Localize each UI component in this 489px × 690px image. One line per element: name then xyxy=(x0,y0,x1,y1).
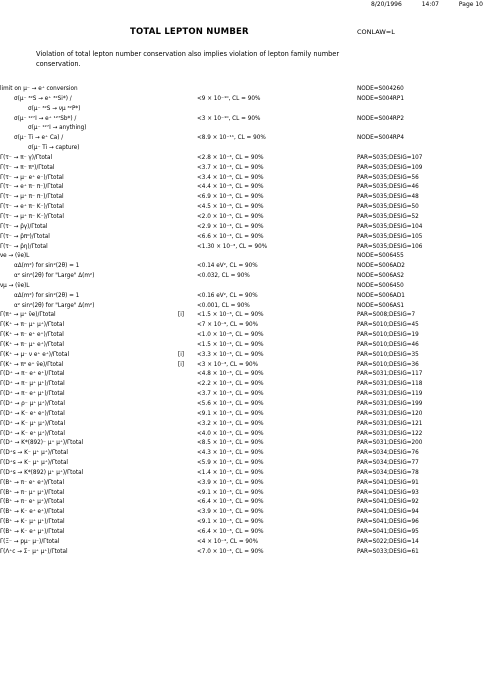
row-label: Γ(K⁺ → π⁻ μ⁺ e⁺)/Γtotal xyxy=(0,341,64,348)
row-node: PAR=S035;DESIG=52 xyxy=(357,213,419,220)
row-limit: <2.0 × 10⁻⁵, CL = 90% xyxy=(197,213,264,220)
row-limit: <9.1 × 10⁻³, CL = 90% xyxy=(197,489,264,496)
table-row xyxy=(0,164,489,174)
row-label: Γ(Λ⁺c → Σ⁻ μ⁺ μ⁺)/Γtotal xyxy=(0,548,68,555)
row-limit: <6.4 × 10⁻³, CL = 90% xyxy=(197,528,264,535)
row-limit: <3 × 10⁻¹⁰, CL = 90% xyxy=(197,115,261,122)
table-row xyxy=(0,292,489,302)
header-page: Page 10 xyxy=(458,1,483,8)
table-row xyxy=(0,115,489,125)
row-limit: <8.9 × 10⁻¹¹, CL = 90% xyxy=(197,135,266,142)
row-label: Γ(τ⁻ → p̄η)/Γtotal xyxy=(0,243,48,250)
row-node: NODE=S004260 xyxy=(357,86,404,92)
table-row xyxy=(0,508,489,518)
row-label: σ(μ⁻ Ti → capture) xyxy=(28,145,80,152)
row-node: PAR=S034;DESIG=77 xyxy=(357,460,419,467)
row-limit: <8.5 × 10⁻⁴, CL = 90% xyxy=(197,440,264,447)
row-node: PAR=S041;DESIG=93 xyxy=(357,489,419,496)
table-row xyxy=(0,193,489,203)
table-row xyxy=(0,144,489,154)
table-row xyxy=(0,439,489,449)
row-label: Γ(D⁺ → K⁻ e⁺ μ⁺)/Γtotal xyxy=(0,430,65,437)
row-node: PAR=S031;DESIG=117 xyxy=(357,371,423,378)
row-node: PAR=S041;DESIG=91 xyxy=(357,479,419,486)
row-label: Γ(Ξ⁻ → pμ⁻ μ⁻)/Γtotal xyxy=(0,538,60,545)
row-flag: [i] xyxy=(178,351,185,358)
table-row xyxy=(0,420,489,430)
limits-table xyxy=(0,85,489,558)
row-limit: <2.8 × 10⁻⁴, CL = 90% xyxy=(197,154,264,161)
row-node: PAR=S010;DESIG=36 xyxy=(357,361,419,368)
table-row xyxy=(0,518,489,528)
row-node: NODE=S006455 xyxy=(357,253,404,260)
row-limit: <1.5 × 10⁻³, CL = 90% xyxy=(197,312,264,319)
row-limit: <9.1 × 10⁻³, CL = 90% xyxy=(197,410,264,417)
row-limit: <2.2 × 10⁻⁴, CL = 90% xyxy=(197,381,264,388)
row-label: Γ(D⁺s → K*(892) μ⁺ μ⁺)/Γtotal xyxy=(0,469,84,476)
row-limit: <4.5 × 10⁻⁶, CL = 90% xyxy=(197,204,264,211)
row-label: Γ(B⁺ → π⁻ e⁺ μ⁺)/Γtotal xyxy=(0,499,65,506)
table-row xyxy=(0,341,489,351)
row-label: Γ(τ⁻ → p̄π⁰)/Γtotal xyxy=(0,233,50,240)
row-limit: <6.6 × 10⁻⁴, CL = 90% xyxy=(197,233,264,240)
table-row xyxy=(0,302,489,312)
row-flag: [i] xyxy=(178,361,185,368)
row-node: PAR=S035;DESIG=104 xyxy=(357,223,423,230)
table-row xyxy=(0,311,489,321)
table-row xyxy=(0,85,489,95)
table-row xyxy=(0,449,489,459)
row-limit: <4.0 × 10⁻³, CL = 90% xyxy=(197,430,264,437)
row-node: PAR=S010;DESIG=35 xyxy=(357,351,419,358)
row-label: νe → (ν̄e)L xyxy=(0,253,30,260)
row-limit: <3.9 × 10⁻³, CL = 90% xyxy=(197,479,264,486)
row-node: PAR=S010;DESIG=19 xyxy=(357,332,419,339)
row-node: PAR=S031;DESIG=121 xyxy=(357,420,423,427)
row-limit: <0.032, CL = 90% xyxy=(197,273,250,280)
table-row xyxy=(0,154,489,164)
row-label: Γ(K⁺ → π⁻ μ⁺ μ⁺)/Γtotal xyxy=(0,322,65,329)
row-limit: <9 × 10⁻¹⁰, CL = 90% xyxy=(197,95,261,102)
table-row xyxy=(0,95,489,105)
row-node: PAR=S035;DESIG=48 xyxy=(357,194,419,201)
table-row xyxy=(0,105,489,115)
table-row xyxy=(0,489,489,499)
conlaw-code: CONLAW=L xyxy=(357,28,395,36)
row-limit: <3.7 × 10⁻⁴, CL = 90% xyxy=(197,164,264,171)
intro-paragraph: Violation of total lepton number conservation also implies violation of lepton family number conservation. xyxy=(36,50,340,68)
table-row xyxy=(0,361,489,371)
row-label: Γ(D⁺ → K⁻ e⁺ e⁺)/Γtotal xyxy=(0,410,65,417)
row-limit: <4.4 × 10⁻⁶, CL = 90% xyxy=(197,184,264,191)
row-node: PAR=S031;DESIG=119 xyxy=(357,391,423,398)
row-label: Γ(K⁺ → π⁻ e⁺ e⁺)/Γtotal xyxy=(0,332,64,339)
table-row xyxy=(0,223,489,233)
table-row xyxy=(0,498,489,508)
table-row xyxy=(0,538,489,548)
table-row xyxy=(0,243,489,253)
row-limit: <4.3 × 10⁻⁴, CL = 90% xyxy=(197,450,264,457)
row-node: PAR=S034;DESIG=76 xyxy=(357,450,419,457)
table-row xyxy=(0,370,489,380)
row-label: Γ(D⁺s → K⁻ μ⁺ μ⁺)/Γtotal xyxy=(0,450,69,457)
row-node: PAR=S035;DESIG=109 xyxy=(357,164,423,171)
table-row xyxy=(0,262,489,272)
table-row xyxy=(0,390,489,400)
row-label: σ(μ⁻ ¹²⁷I → e⁺ ¹²⁷Sb*) / xyxy=(14,115,77,122)
row-node: NODE=S004RP1 xyxy=(357,95,404,102)
row-label: Γ(D⁺ → K⁻ μ⁺ μ⁺)/Γtotal xyxy=(0,420,66,427)
row-node: NODE=S006AS1 xyxy=(357,302,405,309)
row-limit: <9.1 × 10⁻³, CL = 90% xyxy=(197,519,264,526)
table-row xyxy=(0,430,489,440)
row-node: PAR=S041;DESIG=92 xyxy=(357,499,419,506)
row-limit: <0.14 eV², CL = 90% xyxy=(197,263,258,270)
row-label: σ(μ⁻ ¹²⁷I → anything) xyxy=(28,125,87,132)
table-row xyxy=(0,252,489,262)
row-node: PAR=S010;DESIG=46 xyxy=(357,341,419,348)
row-label: Γ(τ⁻ → π⁻ π⁰)/Γtotal xyxy=(0,164,55,171)
row-node: PAR=S041;DESIG=95 xyxy=(357,528,419,535)
row-node: PAR=S035;DESIG=107 xyxy=(357,154,423,161)
header-date: 8/20/1996 xyxy=(371,1,402,8)
row-label: Γ(B⁺ → π⁻ μ⁺ μ⁺)/Γtotal xyxy=(0,489,65,496)
row-limit: <3.7 × 10⁻³, CL = 90% xyxy=(197,391,264,398)
row-node: NODE=S004RP4 xyxy=(357,135,404,142)
row-label: Γ(τ⁻ → p̄γ)/Γtotal xyxy=(0,223,48,230)
row-limit: <6.9 × 10⁻⁶, CL = 90% xyxy=(197,194,264,201)
row-node: PAR=S031;DESIG=118 xyxy=(357,381,423,388)
row-label: Γ(D⁺ → K*(892)⁻ μ⁺ μ⁺)/Γtotal xyxy=(0,440,84,447)
table-row xyxy=(0,351,489,361)
row-limit: <0.001, CL = 90% xyxy=(197,302,250,309)
row-label: limit on μ⁻ → e⁺ conversion xyxy=(0,86,78,92)
row-node: PAR=S035;DESIG=105 xyxy=(357,233,423,240)
row-node: PAR=S041;DESIG=96 xyxy=(357,519,419,526)
row-label: Γ(D⁺ → π⁻ μ⁺ μ⁺)/Γtotal xyxy=(0,381,65,388)
row-label: Γ(τ⁻ → e⁺ π⁻ π⁻)/Γtotal xyxy=(0,184,64,191)
row-label: αΔ(m²) for sin²(2θ) = 1 xyxy=(14,263,80,270)
table-row xyxy=(0,528,489,538)
row-node: NODE=S006450 xyxy=(357,282,404,289)
row-label: Γ(B⁺ → K⁻ e⁺ μ⁺)/Γtotal xyxy=(0,528,65,535)
row-node: NODE=S006AD1 xyxy=(357,292,405,299)
table-row xyxy=(0,400,489,410)
table-row xyxy=(0,174,489,184)
row-node: PAR=S034;DESIG=78 xyxy=(357,469,419,476)
header-time: 14:07 xyxy=(421,1,439,8)
row-label: Γ(K⁺ → μ⁻ ν e⁺ e⁺)/Γtotal xyxy=(0,351,70,358)
table-row xyxy=(0,134,489,144)
row-label: Γ(τ⁻ → μ⁺ π⁻ π⁻)/Γtotal xyxy=(0,194,64,201)
row-node: PAR=S031;DESIG=120 xyxy=(357,410,423,417)
row-limit: <4 × 10⁻⁴, CL = 90% xyxy=(197,538,259,545)
row-limit: <6.4 × 10⁻³, CL = 90% xyxy=(197,499,264,506)
row-label: Γ(B⁺ → K⁻ e⁺ e⁺)/Γtotal xyxy=(0,509,65,516)
row-node: PAR=S041;DESIG=94 xyxy=(357,509,419,516)
row-limit: <3.9 × 10⁻³, CL = 90% xyxy=(197,509,264,516)
row-label: Γ(D⁺s → K⁻ μ⁺ μ⁺)/Γtotal xyxy=(0,460,69,467)
page-title: TOTAL LEPTON NUMBER xyxy=(130,27,249,37)
row-limit: <4.8 × 10⁻³, CL = 90% xyxy=(197,371,264,378)
row-flag: [i] xyxy=(178,312,185,319)
row-label: α² sin²(2θ) for "Large" Δ(m²) xyxy=(14,273,95,280)
row-label: Γ(K⁺ → π⁰ e⁺ ν̄e)/Γtotal xyxy=(0,361,64,368)
row-label: σ(μ⁻ Ti → e⁺ Ca) / xyxy=(14,135,64,142)
row-label: α² sin²(2θ) for "Large" Δ(m²) xyxy=(14,302,95,309)
table-row xyxy=(0,183,489,193)
row-node: PAR=S031;DESIG=200 xyxy=(357,440,423,447)
row-node: PAR=S033;DESIG=61 xyxy=(357,548,419,555)
row-limit: <7.0 × 10⁻⁴, CL = 90% xyxy=(197,548,264,555)
row-limit: <5.9 × 10⁻⁴, CL = 90% xyxy=(197,460,264,467)
row-node: PAR=S031;DESIG=199 xyxy=(357,401,423,407)
table-row xyxy=(0,213,489,223)
row-label: αΔ(m²) for sin²(2θ) = 1 xyxy=(14,292,80,299)
row-limit: <0.16 eV², CL = 90% xyxy=(197,292,258,299)
row-node: PAR=S022;DESIG=14 xyxy=(357,538,419,545)
row-limit: <3.3 × 10⁻³, CL = 90% xyxy=(197,351,264,358)
row-label: Γ(D⁺ → π⁻ e⁺ e⁺)/Γtotal xyxy=(0,371,65,378)
row-node: NODE=S006AS2 xyxy=(357,273,405,280)
row-limit: <3 × 10⁻³, CL = 90% xyxy=(197,361,259,368)
row-node: PAR=S035;DESIG=106 xyxy=(357,243,423,250)
row-limit: <2.9 × 10⁻⁴, CL = 90% xyxy=(197,223,264,230)
table-row xyxy=(0,203,489,213)
table-row xyxy=(0,233,489,243)
row-label: Γ(π⁺ → μ⁺ ν̄e)/Γtotal xyxy=(0,312,56,319)
row-limit: <3.2 × 10⁻⁴, CL = 90% xyxy=(197,420,264,427)
row-node: PAR=S031;DESIG=122 xyxy=(357,430,423,437)
page-header xyxy=(353,1,483,8)
table-row xyxy=(0,282,489,292)
row-limit: <1.5 × 10⁻⁴, CL = 90% xyxy=(197,341,264,348)
row-limit: <1.0 × 10⁻⁸, CL = 90% xyxy=(197,332,264,339)
row-label: Γ(B⁺ → K⁻ μ⁺ μ⁺)/Γtotal xyxy=(0,519,65,526)
row-label: Γ(B⁺ → π⁻ e⁺ e⁺)/Γtotal xyxy=(0,479,65,486)
table-row xyxy=(0,380,489,390)
table-row xyxy=(0,479,489,489)
row-label: Γ(τ⁻ → μ⁺ π⁻ K⁻)/Γtotal xyxy=(0,213,64,220)
row-label: Γ(τ⁻ → e⁺ π⁻ K⁻)/Γtotal xyxy=(0,204,64,211)
table-row xyxy=(0,410,489,420)
row-node: PAR=S035;DESIG=46 xyxy=(357,184,419,191)
row-limit: <1.30 × 10⁻³, CL = 90% xyxy=(197,243,268,250)
table-row xyxy=(0,124,489,134)
table-row xyxy=(0,459,489,469)
row-node: PAR=S008;DESIG=7 xyxy=(357,312,416,319)
row-node: PAR=S035;DESIG=56 xyxy=(357,174,419,181)
table-row xyxy=(0,331,489,341)
row-node: PAR=S010;DESIG=45 xyxy=(357,322,419,329)
row-label: νμ → (ν̄e)L xyxy=(0,282,30,289)
row-label: Γ(D⁺ → ρ⁻ μ⁺ μ⁺)/Γtotal xyxy=(0,401,65,407)
row-node: NODE=S004RP2 xyxy=(357,115,404,122)
table-row xyxy=(0,272,489,282)
row-label: σ(μ⁻ ³²S → e⁺ ³²Si*) / xyxy=(14,95,72,102)
table-row xyxy=(0,548,489,558)
row-limit: <3.4 × 10⁻⁶, CL = 90% xyxy=(197,174,264,181)
table-row xyxy=(0,469,489,479)
row-limit: <1.4 × 10⁻³, CL = 90% xyxy=(197,469,264,476)
row-node: NODE=S006AD2 xyxy=(357,263,405,270)
row-label: Γ(τ⁻ → μ⁻ e⁺ e⁻)/Γtotal xyxy=(0,174,64,181)
table-row xyxy=(0,321,489,331)
row-node: PAR=S035;DESIG=50 xyxy=(357,204,419,211)
row-limit: <5.6 × 10⁻⁴, CL = 90% xyxy=(197,401,264,407)
row-label: Γ(τ⁻ → π⁻ γ)/Γtotal xyxy=(0,154,53,161)
row-label: Γ(D⁺ → π⁻ e⁺ μ⁺)/Γtotal xyxy=(0,391,65,398)
row-label: σ(μ⁻ ³²S → νμ ³²P*) xyxy=(28,105,81,112)
row-limit: <7 × 10⁻⁹, CL = 90% xyxy=(197,322,259,329)
